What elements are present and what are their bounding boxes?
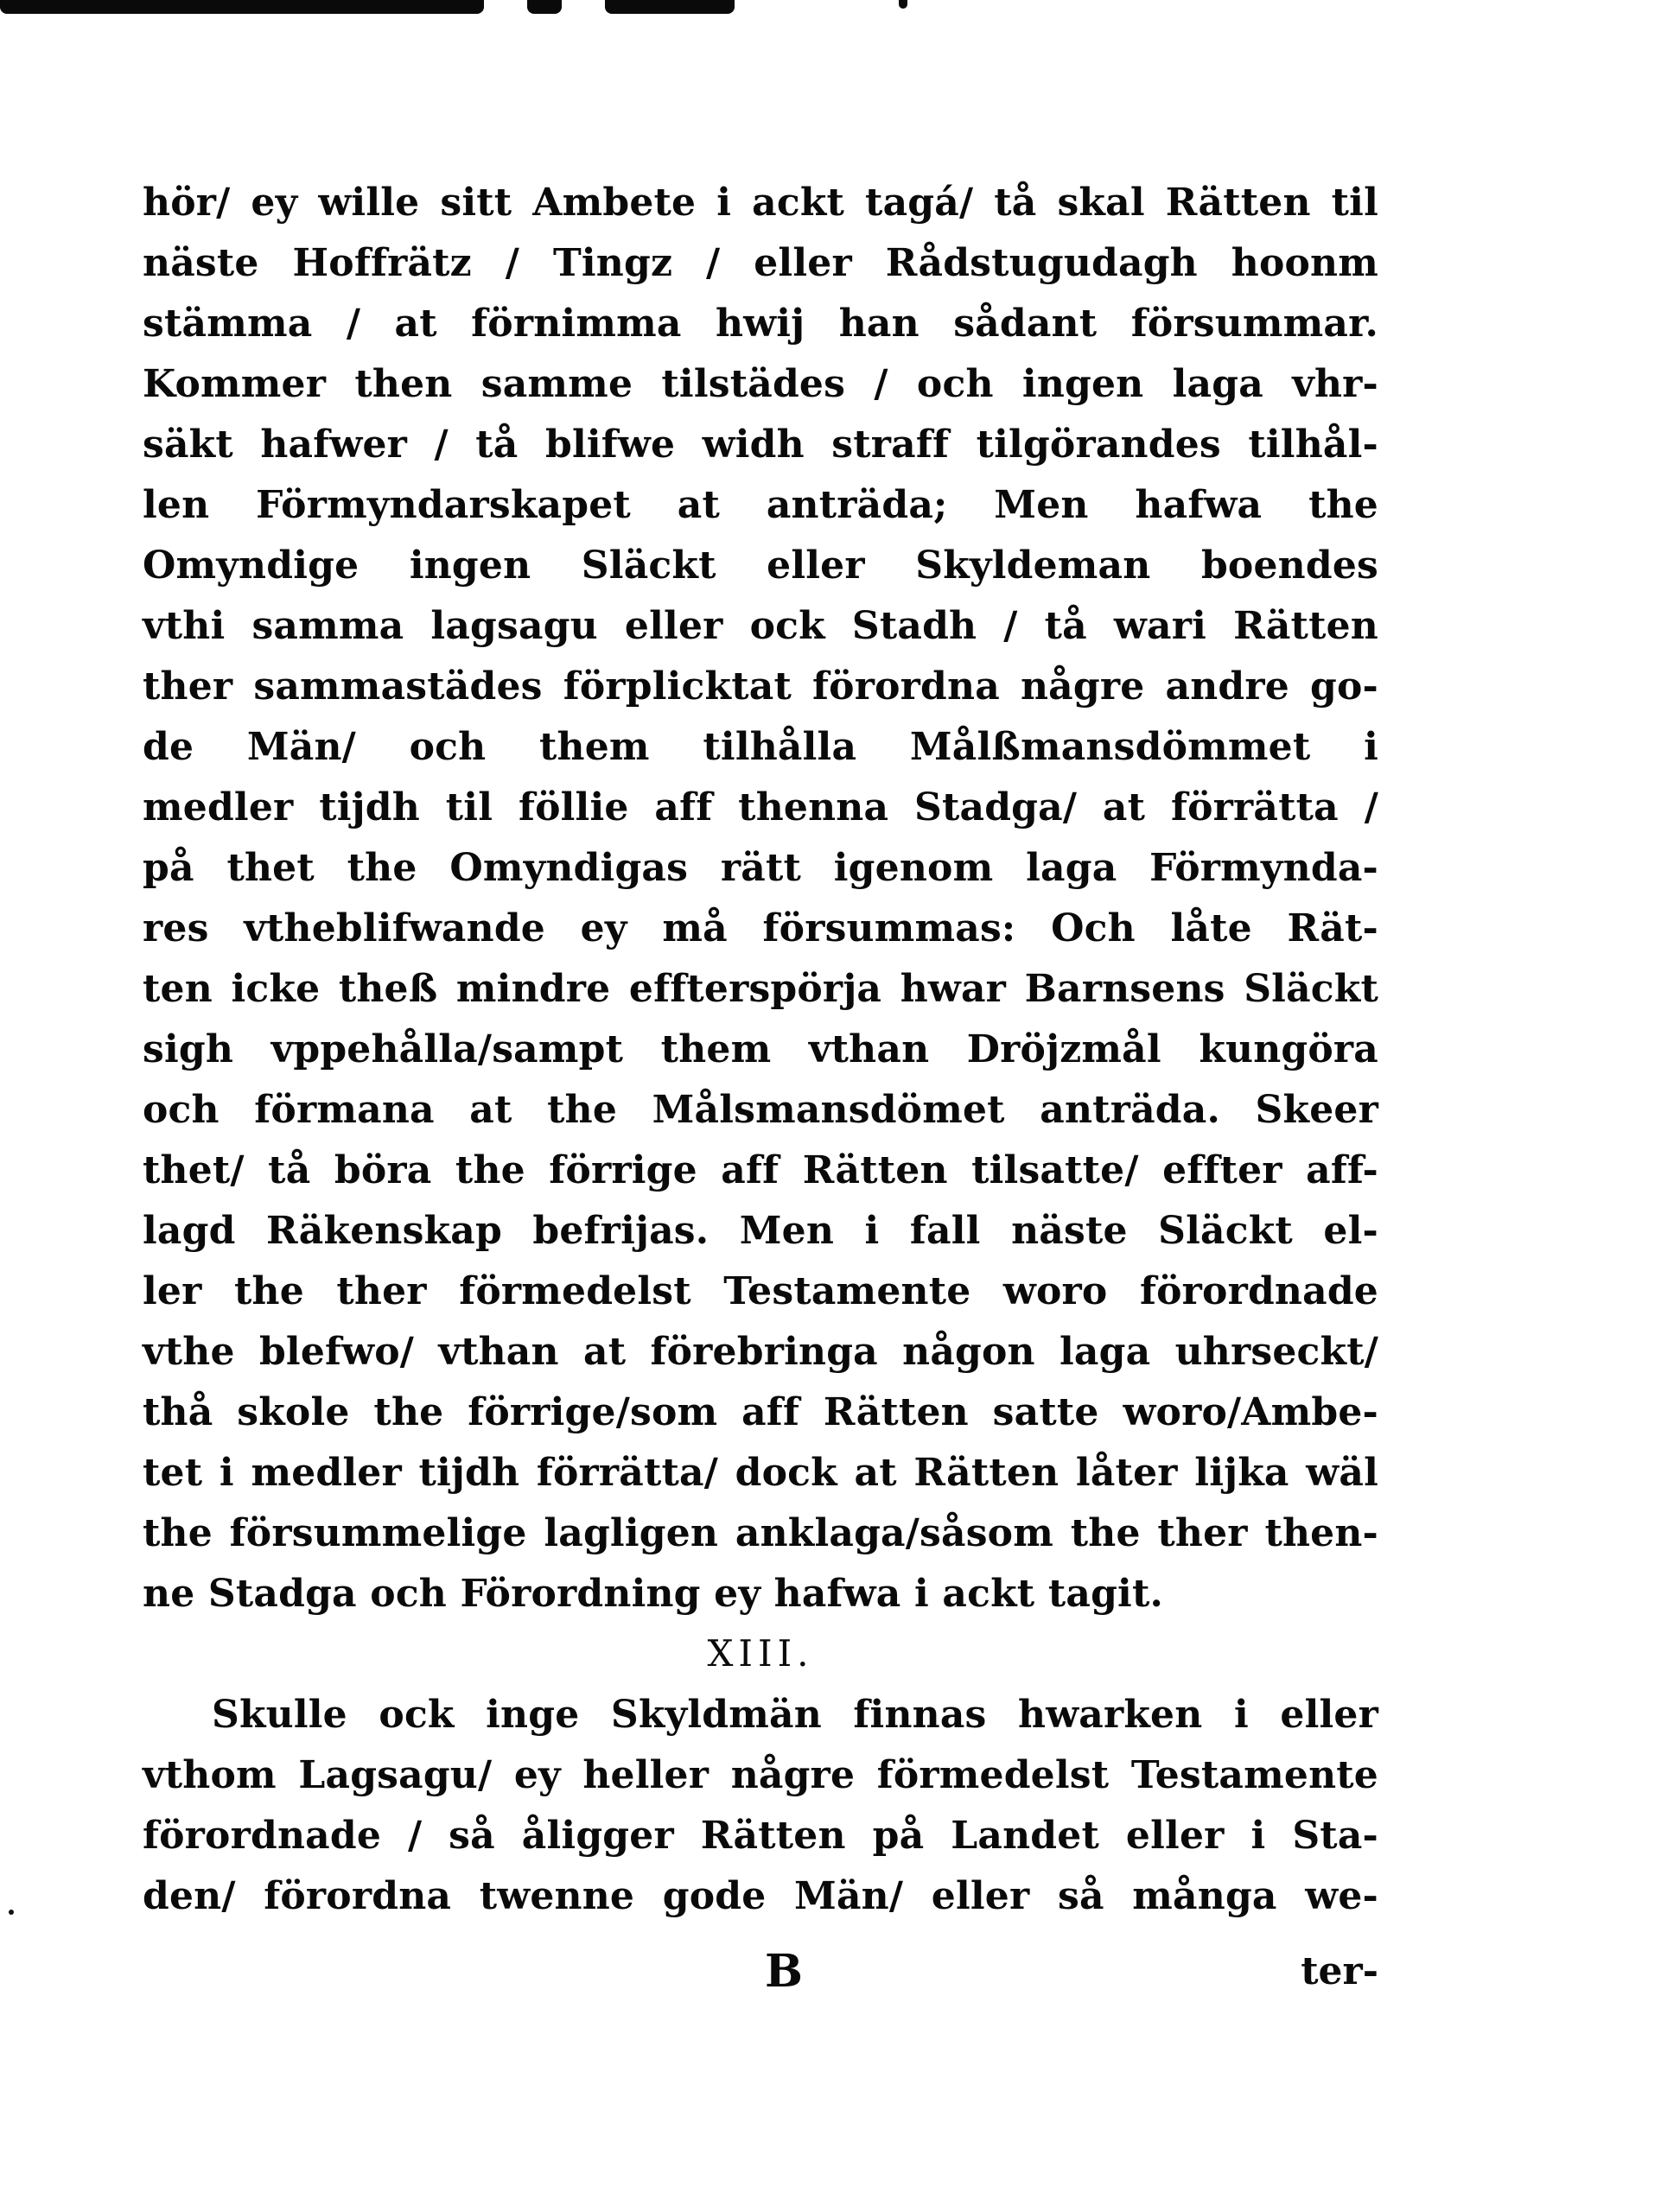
text-line: och förmana at the Målsmansdömet anträda. Skeer bbox=[143, 1088, 1378, 1132]
scan-edge-mark bbox=[605, 0, 735, 14]
text-line: lagd Räkenskap befrijas. Men i fall näste Släckt el- bbox=[143, 1209, 1378, 1253]
text-line: len Förmyndarskapet at anträda; Men hafwa the bbox=[143, 483, 1378, 527]
text-line: ne Stadga och Förordning ey hafwa i ackt tagit. bbox=[143, 1572, 1163, 1616]
text-line: näste Hoffrätz / Tingz / eller Rådstugudagh hoonm bbox=[143, 241, 1378, 285]
document-page bbox=[143, 173, 1378, 2006]
text-line: vthi samma lagsagu eller ock Stadh / tå wari Rätten bbox=[143, 604, 1378, 648]
section-number: XIII. bbox=[707, 1632, 814, 1675]
text-line: the försummelige lagligen anklaga/såsom the ther then- bbox=[143, 1511, 1378, 1555]
text-line: tet i medler tijdh förrätta/ dock at Rätten låter lijka wäl bbox=[143, 1451, 1378, 1495]
text-line: vthe blefwo/ vthan at förebringa någon laga uhrseckt/ bbox=[143, 1330, 1378, 1374]
signature-mark: B bbox=[765, 1945, 803, 1998]
text-line: förordnade / så åligger Rätten på Landet eller i Sta- bbox=[143, 1814, 1378, 1858]
text-line: ler the ther förmedelst Testamente woro förordnade bbox=[143, 1269, 1378, 1313]
text-line: sigh vppehålla/sampt them vthan Dröjzmål kungöra bbox=[143, 1027, 1378, 1071]
text-line: vthom Lagsagu/ ey heller någre förmedelst Testamente bbox=[143, 1753, 1378, 1797]
scan-edge-mark bbox=[527, 0, 562, 14]
text-line: thet/ tå böra the förrige aff Rätten tilsatte/ effter aff- bbox=[143, 1148, 1378, 1192]
text-line: medler tijdh til föllie aff thenna Stadga/ at förrätta / bbox=[143, 785, 1378, 830]
text-line: säkt hafwer / tå blifwe widh straff tilgörandes tilhål- bbox=[143, 423, 1378, 467]
paragraph bbox=[143, 173, 1378, 1624]
text-line: på thet the Omyndigas rätt igenom laga Förmynda- bbox=[143, 846, 1378, 890]
paragraph bbox=[143, 1685, 1378, 1927]
scan-edge-mark bbox=[899, 0, 907, 9]
text-line: Omyndige ingen Släckt eller Skyldeman boendes bbox=[143, 543, 1378, 588]
text-line: res vtheblifwande ey må försummas: Och låte Rät- bbox=[143, 906, 1378, 950]
scan-speck bbox=[9, 1910, 14, 1915]
text-line: Kommer then samme tilstädes / och ingen laga vhr- bbox=[143, 362, 1378, 406]
text-line: Skulle ock inge Skyldmän finnas hwarken i eller bbox=[212, 1693, 1378, 1737]
text-line: stämma / at förnimma hwij han sådant försummar. bbox=[143, 302, 1378, 346]
text-line: den/ förordna twenne gode Män/ eller så många we- bbox=[143, 1874, 1378, 1918]
text-line: ther sammastädes förplicktat förordna någre andre go- bbox=[143, 664, 1378, 709]
text-line: de Män/ och them tilhålla Målßmansdömmet i bbox=[143, 725, 1378, 769]
text-line: hör/ ey wille sitt Ambete i ackt tagá/ tå skal Rätten til bbox=[143, 181, 1378, 225]
scan-edge-mark bbox=[0, 0, 484, 14]
catchword: ter- bbox=[1301, 1949, 1378, 1993]
page-footer bbox=[143, 1937, 1378, 2006]
text-line: thå skole the förrige/som aff Rätten satte woro/Ambe- bbox=[143, 1390, 1378, 1434]
scan-top-edge bbox=[0, 0, 1680, 21]
text-line: ten icke theß mindre effterspörja hwar Barnsens Släckt bbox=[143, 967, 1378, 1011]
